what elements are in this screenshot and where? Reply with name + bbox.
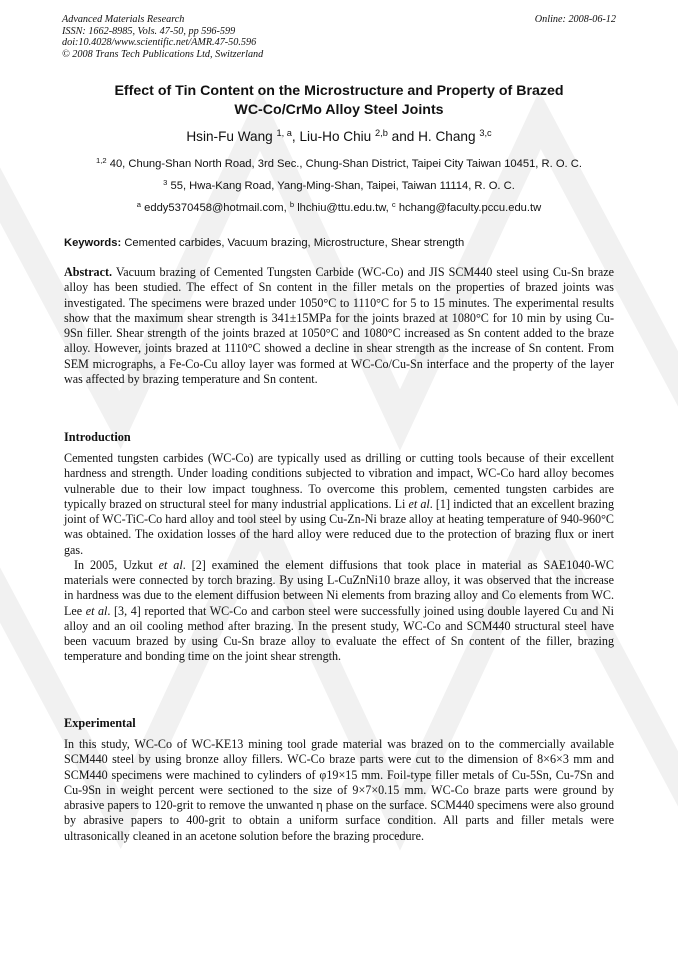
- email-address: hchang@faculty.pccu.edu.tw: [398, 202, 542, 214]
- online-date: Online: 2008-06-12: [534, 14, 616, 25]
- affiliation-1: [20, 157, 658, 172]
- introduction-paragraph-2: [64, 558, 614, 665]
- email-address: eddy5370458@hotmail.com,: [144, 202, 287, 214]
- text-run: . [3, 4] reported that WC-Co and carbon steel were successfully joined using double layered Cu and Ni alloy and an oil cooling method after brazing. In the present study, WC-Co and SCM440 structural steel have been vacuum brazed by using Cu-Sn braze alloy to evaluate the effect of Sn content of the filler, brazing temperature and bonding time on the joint shear strength.: [64, 603, 614, 664]
- paper-title: [40, 82, 638, 120]
- introduction-section: [64, 451, 614, 665]
- author-affiliation-mark: 3,c: [479, 127, 492, 138]
- journal-header: [62, 14, 616, 60]
- issn-line: ISSN: 1662-8985, Vols. 47-50, pp 596-599: [62, 25, 236, 37]
- experimental-paragraph-1: In this study, WC-Co of WC-KE13 mining tool grade material was brazed on to the commercially available SCM440 steel by using bronze alloy fillers. WC-Co braze parts were cut to the dimension of 8×6×3 mm and SCM440 specimens were machined to cylinders of φ19×15 mm. Foil-type filler metals of Cu-5Sn, Cu-7Sn and Cu-9Sn in weight percent were sectioned to the size of 9×7×0.15 mm. WC-Co braze parts were ground by abrasive papers to 120-grit to remove the unwanted η phase on the surface. SCM440 specimens were also ground by abrasive papers to 400-grit to obtain a uniform surface condition. All parts and filler metals were ultrasonically cleaned in an acetone solution before the brazing procedure.: [64, 737, 614, 843]
- email-mark: b: [289, 199, 295, 209]
- author-separator: and: [387, 129, 419, 144]
- abstract-label: Abstract.: [64, 265, 113, 279]
- affiliation-mark: 1,2: [96, 155, 107, 165]
- title-line-2: WC-Co/CrMo Alloy Steel Joints: [234, 102, 444, 118]
- abstract-text: Vacuum brazing of Cemented Tungsten Carbide (WC-Co) and JIS SCM440 steel using Cu-Sn braze alloy has been studied. The effect of Sn content in the filler metals on the properties of brazed joints was investigated. The specimens were brazed under 1050°C to 1110°C for 5 to 15 minutes. The experimental results show that the maximum shear strength is 341±15MPa for the joints brazed at 1080°C for 10 min by using Cu-9Sn filler. Shear strength of the joints brazed at 1050°C and 1080°C increased as Sn content added to the braze alloy. However, joints brazed at 1110°C showed a decline in shear strength as the increase of Sn content. From SEM micrographs, a Fe-Co-Cu alloy layer was formed at WC-Co/Cu-Sn interface and the property of the layer was affected by brazing temperature and Sn content.: [64, 265, 614, 386]
- text-run-italic: et al: [85, 603, 108, 618]
- affiliation-2: [20, 179, 658, 194]
- affiliation-text: 55, Hwa-Kang Road, Yang-Ming-Shan, Taipei, Taiwan 11114, R. O. C.: [170, 180, 515, 192]
- email-mark: c: [391, 199, 396, 209]
- keywords-text: Cemented carbides, Vacuum brazing, Microstructure, Shear strength: [124, 237, 465, 249]
- author-separator: ,: [291, 129, 300, 144]
- title-line-1: Effect of Tin Content on the Microstructure and Property of Brazed: [114, 83, 564, 99]
- text-run-italic: et al: [158, 557, 183, 572]
- text-run: . [1] indicted that an excellent brazing joint of WC-TiC-Co hard alloy and tool steel by using Cu-Zn-Ni braze alloy at heating temperature of 940-960°C was obtained. The oxidation losses of the hard alloy were reduced due to the protection of brazing flux or inert gas.: [64, 496, 615, 557]
- abstract-paragraph: [64, 265, 614, 387]
- text-run: Cemented tungsten carbides (WC-Co) are typically used as drilling or cutting tools because of their excellent hardness and strength. Under loading conditions subjected to vibration and impact, WC-Co hard alloy becomes vulnerable due to their low impact toughness. To overcome this problem, cemented tungsten carbides are typically brazed on structural steel for many industrial applications. Li: [64, 451, 614, 511]
- keywords-line: [64, 236, 614, 250]
- copyright-line: © 2008 Trans Tech Publications Ltd, Switzerland: [62, 48, 264, 60]
- keywords-label: Keywords:: [64, 237, 122, 249]
- email-address: lhchiu@ttu.edu.tw,: [297, 202, 389, 214]
- author-name: Liu-Ho Chiu: [299, 129, 372, 144]
- experimental-section: [64, 737, 614, 844]
- text-run-italic: et al: [408, 496, 430, 511]
- introduction-paragraph-1: [64, 451, 614, 558]
- author-affiliation-mark: 2,b: [375, 127, 388, 138]
- author-affiliation-mark: 1, a: [276, 127, 292, 138]
- email-mark: a: [136, 199, 142, 209]
- journal-name: Advanced Materials Research: [62, 14, 185, 25]
- author-emails: [20, 201, 658, 216]
- affiliation-text: 40, Chung-Shan North Road, 3rd Sec., Chung-Shan District, Taipei City Taiwan 10451, R. O. C.: [109, 158, 582, 170]
- author-name: Hsin-Fu Wang: [186, 129, 273, 144]
- affiliation-mark: 3: [163, 177, 168, 187]
- doi-line: doi:10.4028/www.scientific.net/AMR.47-50.596: [62, 37, 257, 49]
- author-list: [40, 128, 638, 147]
- author-name: H. Chang: [418, 129, 476, 144]
- introduction-heading: Introduction: [64, 430, 131, 444]
- text-run: In 2005, Uzkut: [74, 557, 159, 572]
- experimental-heading: Experimental: [64, 716, 136, 730]
- text-run: . [2] examined the element diffusions that took place in material as SAE1040-WC materials were connected by torch brazing. By using L-CuZnNi10 braze alloy, it was observed that the increase in hardness was due to the element diffusion between Ni elements from brazing alloy and Co elements from WC. Lee: [64, 557, 614, 618]
